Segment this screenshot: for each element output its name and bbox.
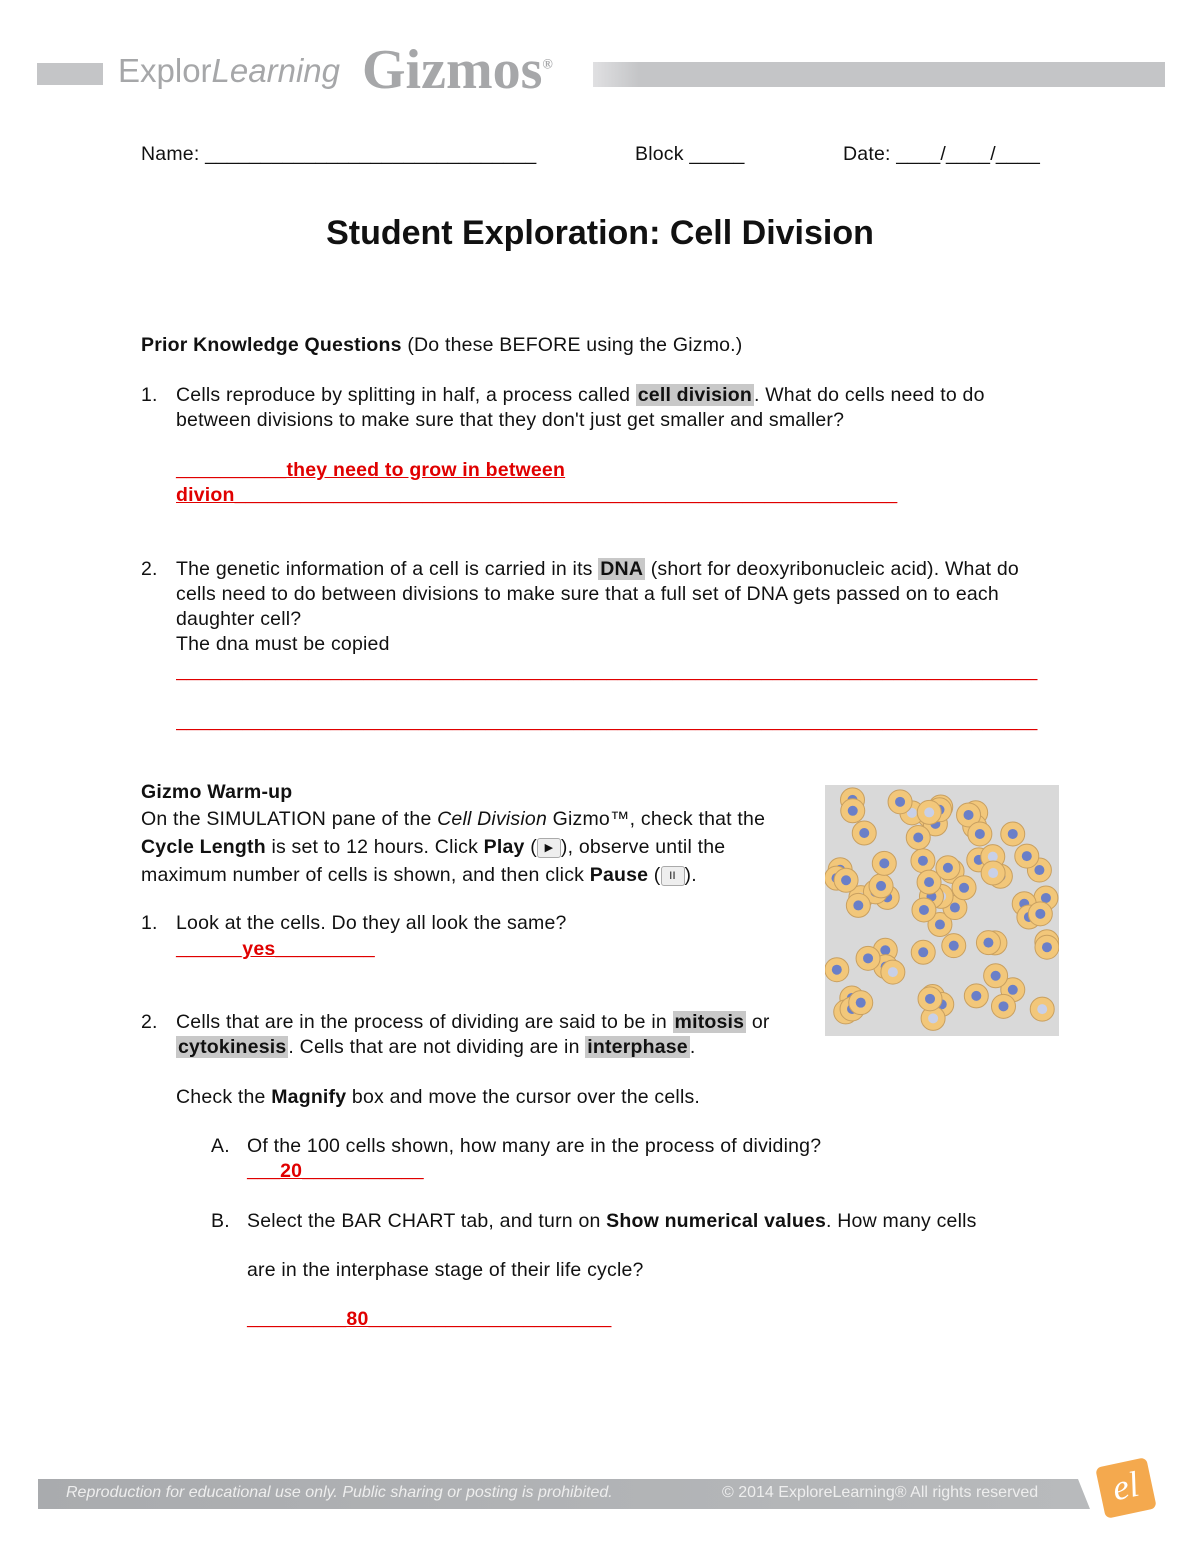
w-q2-text: Cells that are in the process of dividing are said to be in mitosis or cytokinesis . Cells that are not dividing are in interphase . <box>176 1011 770 1058</box>
warmup-heading: Gizmo Warm-up <box>141 781 293 803</box>
q2-number: 2. <box>141 558 158 580</box>
cell-nucleus <box>1037 1004 1047 1014</box>
cell-nucleus <box>1022 851 1032 861</box>
cell-nucleus <box>853 900 863 910</box>
cell-nucleus <box>863 953 873 963</box>
cell-nucleus <box>983 938 993 948</box>
cell-simulation-image <box>825 785 1059 1036</box>
cell-nucleus <box>888 967 898 977</box>
cell-nucleus <box>925 994 935 1004</box>
cell-nucleus <box>988 868 998 878</box>
cell-nucleus <box>924 807 934 817</box>
page-title: Student Exploration: Cell Division <box>326 214 874 252</box>
cell-nucleus <box>1008 829 1018 839</box>
cell-nucleus <box>880 945 890 955</box>
cell-nucleus <box>935 920 945 930</box>
cell-nucleus <box>971 991 981 1001</box>
q1-number: 1. <box>141 384 158 406</box>
cell-nucleus <box>918 856 928 866</box>
w-q1-text: Look at the cells. Do they all look the same? <box>176 912 567 934</box>
block-field[interactable]: Block _____ <box>635 143 745 165</box>
part-b-label: B. <box>211 1210 230 1232</box>
prior-q2-answer[interactable]: The dna must be copied <box>176 633 390 655</box>
cell-nucleus <box>959 883 969 893</box>
cell-nucleus <box>841 875 851 885</box>
w-q2-magnify: Check the Magnify box and move the cursor over the cells. <box>176 1086 701 1108</box>
cell-nucleus <box>928 1013 938 1023</box>
cell-nucleus <box>975 829 985 839</box>
cell-nucleus <box>876 881 886 891</box>
date-field[interactable]: Date: ____/____/____ <box>843 143 1041 165</box>
cell-nucleus <box>943 863 953 873</box>
brand-gizmos: Gizmos® <box>362 39 553 101</box>
pause-icon: II <box>661 866 685 886</box>
play-icon: ▶ <box>537 838 561 858</box>
part-b-answer[interactable]: _________80______________________ <box>247 1308 612 1330</box>
cell-nucleus <box>1035 909 1045 919</box>
cell-nucleus <box>918 947 928 957</box>
cell-nucleus <box>949 941 959 951</box>
brand-explorelearning: ExplorLearning <box>118 52 340 89</box>
w-q2-number: 2. <box>141 1011 158 1033</box>
header-bar-left <box>37 63 103 85</box>
footer-copyright: © 2014 ExploreLearning® All rights reserved <box>722 1484 1039 1501</box>
cell-nucleus <box>856 998 866 1008</box>
cell-nucleus <box>919 905 929 915</box>
cell-nucleus <box>879 858 889 868</box>
part-b-text-2: are in the interphase stage of their life cycle? <box>247 1259 644 1281</box>
cell-nucleus <box>859 828 869 838</box>
cell-nucleus <box>964 810 974 820</box>
cell-nucleus <box>1041 893 1051 903</box>
prior-heading: Prior Knowledge Questions (Do these BEFORE using the Gizmo.) <box>141 334 743 356</box>
cell-nucleus <box>950 903 960 913</box>
explorelearning-logo: el <box>1095 1457 1157 1519</box>
w-q1-number: 1. <box>141 912 158 934</box>
prior-q1-answer-1[interactable]: __________they need to grow in between <box>176 459 566 481</box>
cell-nucleus <box>1034 865 1044 875</box>
cell-nucleus <box>895 797 905 807</box>
warmup-intro: On the SIMULATION pane of the Cell Division Gizmo™, check that the Cycle Length is set to 12 hours. Click Play ( ▶ ), observe until the maximum number of cells is shown, and then click Pause ( II ). <box>141 808 766 886</box>
prior-q1-text: Cells reproduce by splitting in half, a process called cell division . What do cells need to do between divisions to make sure that they don't just get smaller and smaller? <box>176 384 985 431</box>
w-q1-answer[interactable]: ______yes_________ <box>176 938 375 960</box>
footer-notice: Reproduction for educational use only. Public sharing or posting is prohibited. <box>66 1484 613 1501</box>
prior-q2-line-1[interactable]: ______________________________________________________________________________ <box>176 661 1038 683</box>
cell-nucleus <box>1008 985 1018 995</box>
cell-nucleus <box>832 965 842 975</box>
cell-nucleus <box>998 1001 1008 1011</box>
cell-nucleus <box>848 806 858 816</box>
part-a-text: Of the 100 cells shown, how many are in the process of dividing? <box>247 1135 822 1157</box>
part-a-label: A. <box>211 1135 230 1157</box>
prior-q2-line-2[interactable]: ______________________________________________________________________________ <box>176 711 1038 733</box>
part-a-answer[interactable]: ___20___________ <box>247 1160 424 1182</box>
cell-nucleus <box>1042 942 1052 952</box>
cell-nucleus <box>924 877 934 887</box>
cell-nucleus <box>913 832 923 842</box>
name-field[interactable]: Name: ______________________________ <box>141 143 537 165</box>
cell-nucleus <box>988 852 998 862</box>
prior-q2-text: The genetic information of a cell is carried in its DNA (short for deoxyribonucleic acid). What do cells need to do between divisions to make sure that a full set of DNA gets passed on to each daughter cell? <box>176 558 1019 630</box>
part-b-text: Select the BAR CHART tab, and turn on Show numerical values. How many cells <box>247 1210 977 1232</box>
header-bar-right <box>593 62 1165 87</box>
prior-q1-answer-2[interactable]: divion____________________________________________________________ <box>176 484 898 506</box>
cell-nucleus <box>991 971 1001 981</box>
